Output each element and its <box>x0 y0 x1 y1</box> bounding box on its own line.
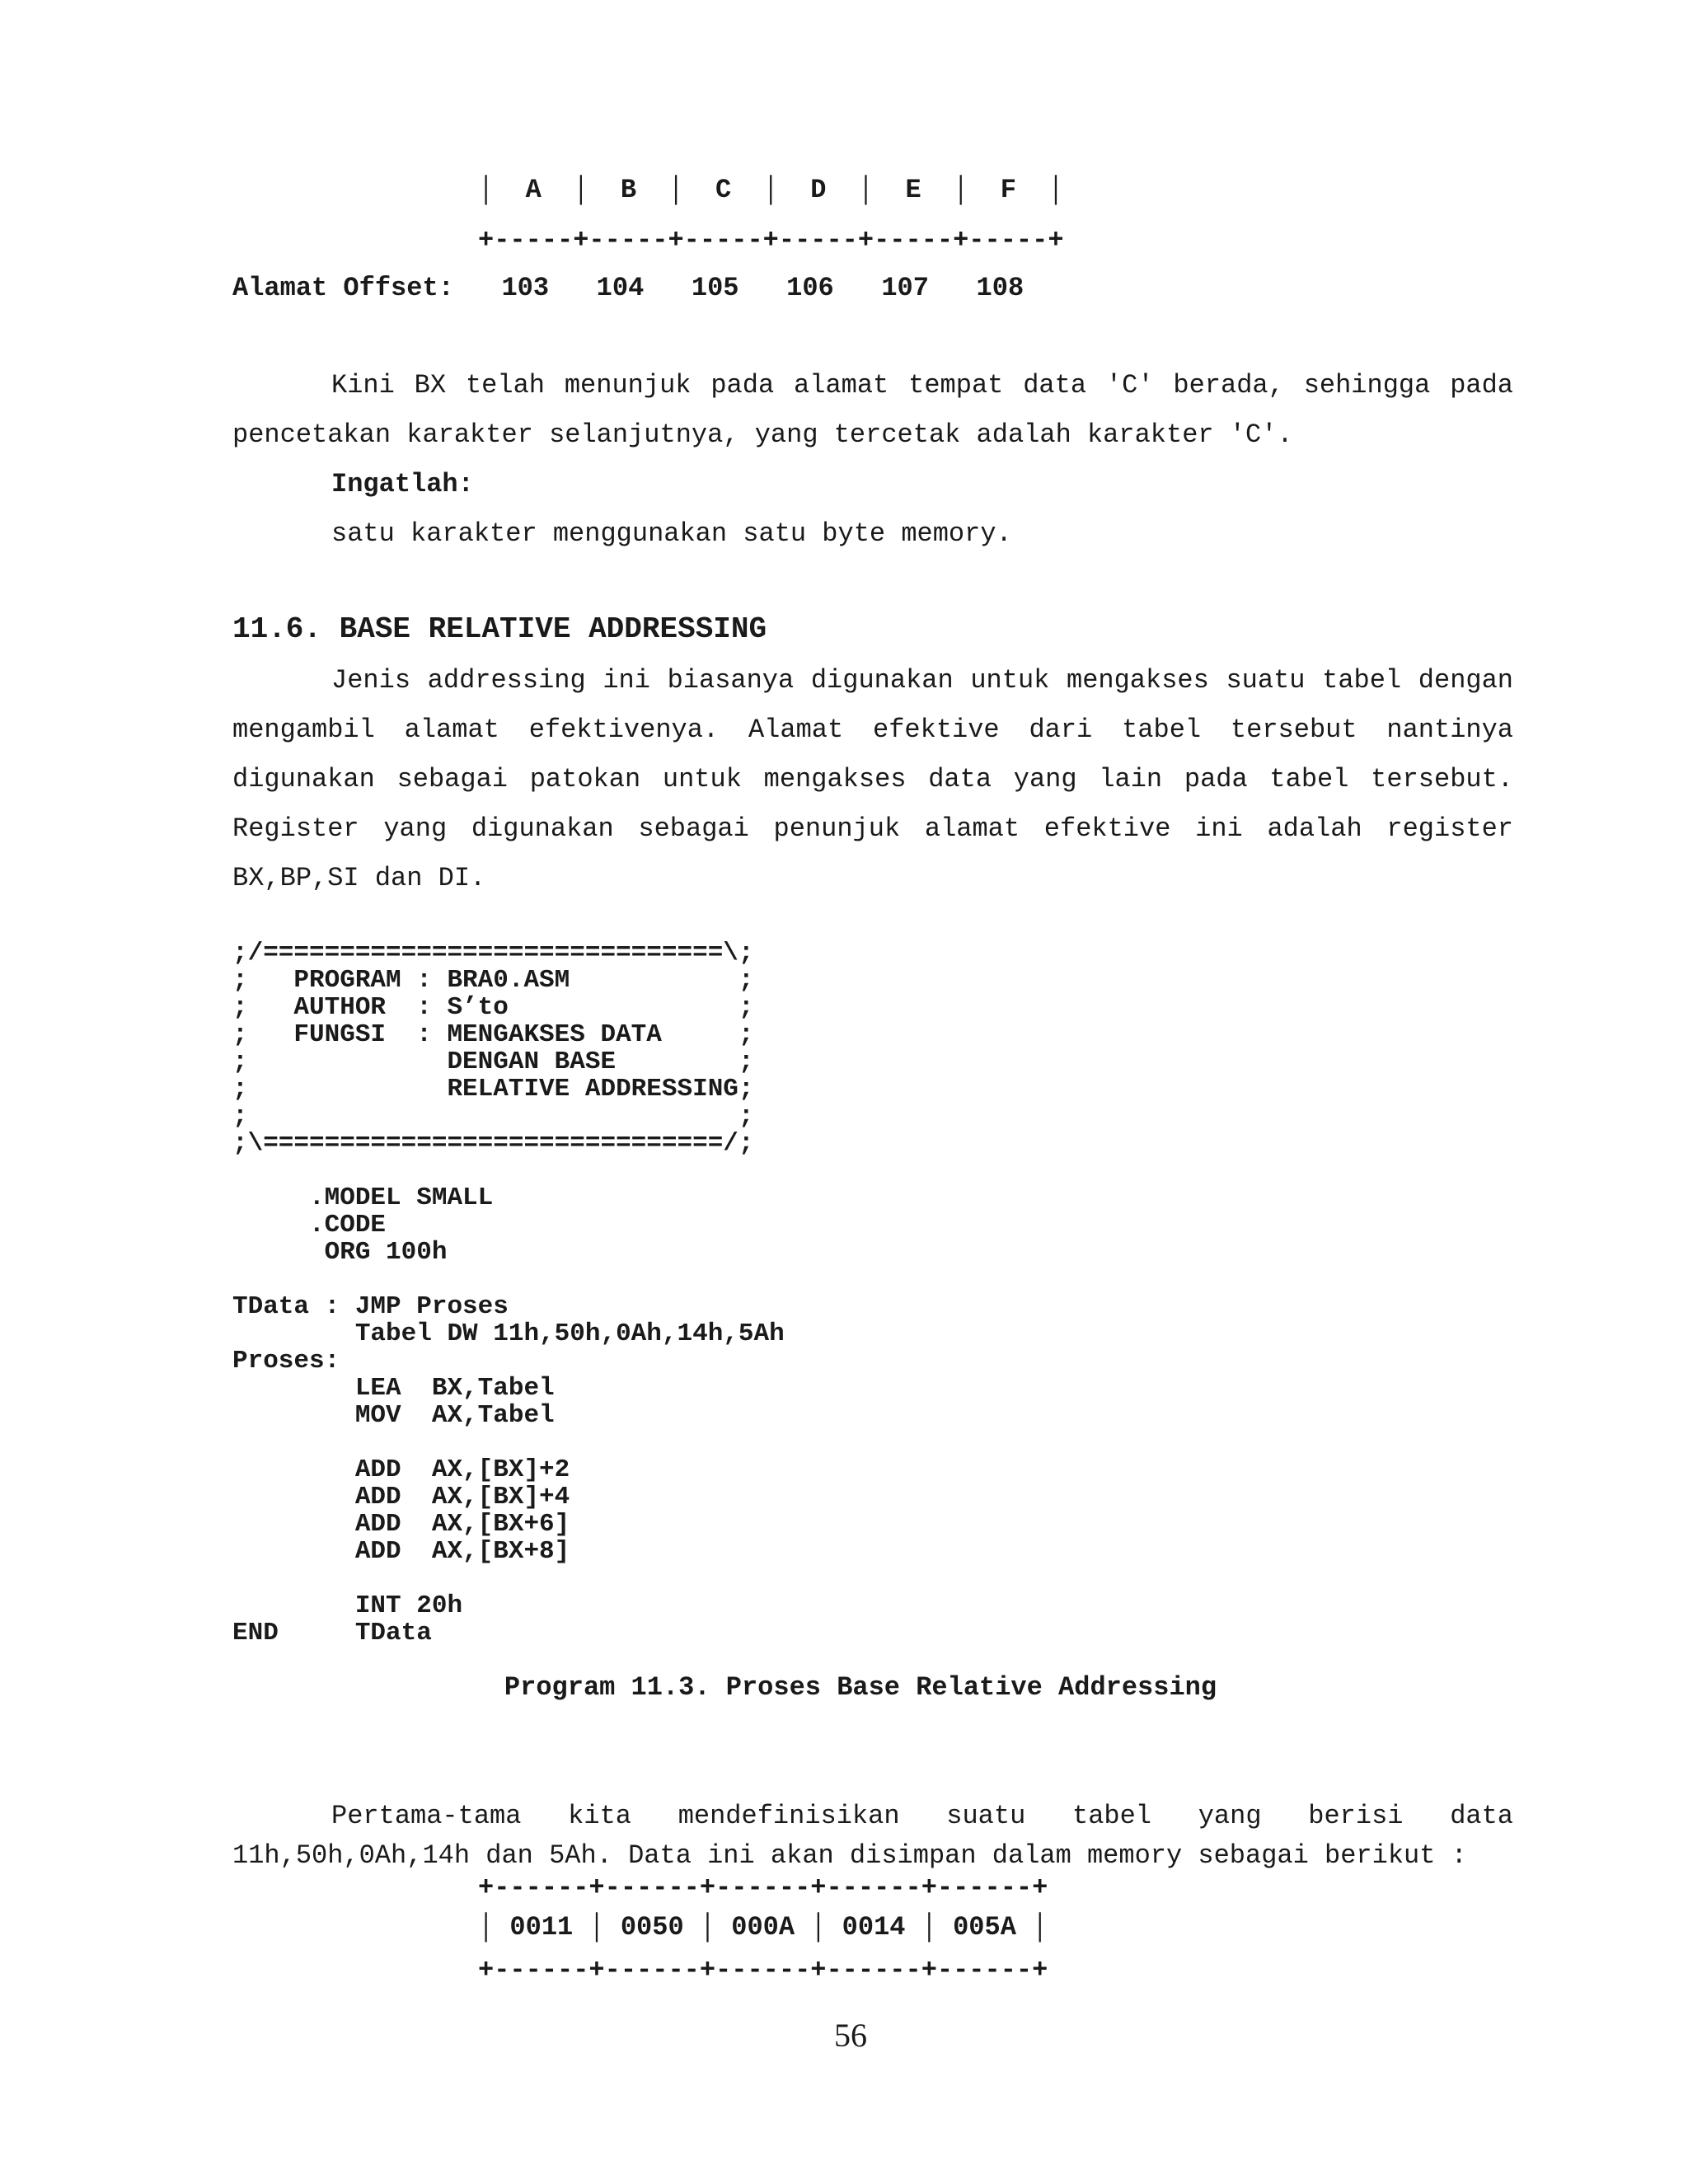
memory-header-row: │ A │ B │ C │ D │ E │ F │ <box>478 175 1064 205</box>
section-heading: 11.6. BASE RELATIVE ADDRESSING <box>232 612 767 646</box>
memory-table-values-row: │ 0011 │ 0050 │ 000A │ 0014 │ 005A │ <box>478 1912 1048 1943</box>
paragraph-base-relative: Jenis addressing ini biasanya digunakan untuk mengakses suatu tabel dengan mengambil alamat efektivenya. Alamat efektive dari tabel tersebut nantinya digunakan sebagai patokan untuk mengakses data yang lain pada tabel tersebut. Register yang digunakan sebagai penunjuk alamat efektive ini adalah register BX,BP,SI dan DI. <box>232 665 1513 893</box>
paragraph-bx-pointer: Kini BX telah menunjuk pada alamat tempat data 'C' berada, sehingga pada pencetakan karakter selanjutnya, yang tercetak adalah karakter 'C'. <box>232 370 1513 450</box>
memory-table-border-bottom: +------+------+------+------+------+ <box>478 1955 1048 1985</box>
program-caption: Program 11.3. Proses Base Relative Addressing <box>504 1672 1217 1703</box>
page-number: 56 <box>834 2017 867 2054</box>
memory-table-border-top: +------+------+------+------+------+ <box>478 1872 1048 1903</box>
memory-offset-row: Alamat Offset: 103 104 105 106 107 108 <box>232 273 1025 303</box>
note-text: satu karakter menggunakan satu byte memory. <box>331 518 1012 549</box>
code-listing: ;/==============================\; ; PROGRAM : BRA0.ASM ; ; AUTHOR : S’to ; ; FUNGSI : MENGAKSES DATA ; ; DENGAN BASE ; ; RELATIVE ADDRESSING; ; ; ;\==============================/; .MODEL SMALL .CODE ORG 100h TData : JMP Proses Tabel DW 11h,50h,0Ah,14h,5Ah Proses: LEA BX,Tabel MOV AX,Tabel ADD AX,[BX]+2 ADD AX,[BX]+4 ADD AX,[BX+6] ADD AX,[BX+8] INT 20h END TData <box>232 939 785 1647</box>
paragraph-table-definition: Pertama-tama kita mendefinisikan suatu tabel yang berisi data 11h,50h,0Ah,14h dan 5Ah. Data ini akan disimpan dalam memory sebagai berikut : <box>232 1801 1513 1871</box>
note-label: Ingatlah: <box>331 469 474 499</box>
memory-border-row: +-----+-----+-----+-----+-----+-----+ <box>478 225 1064 255</box>
